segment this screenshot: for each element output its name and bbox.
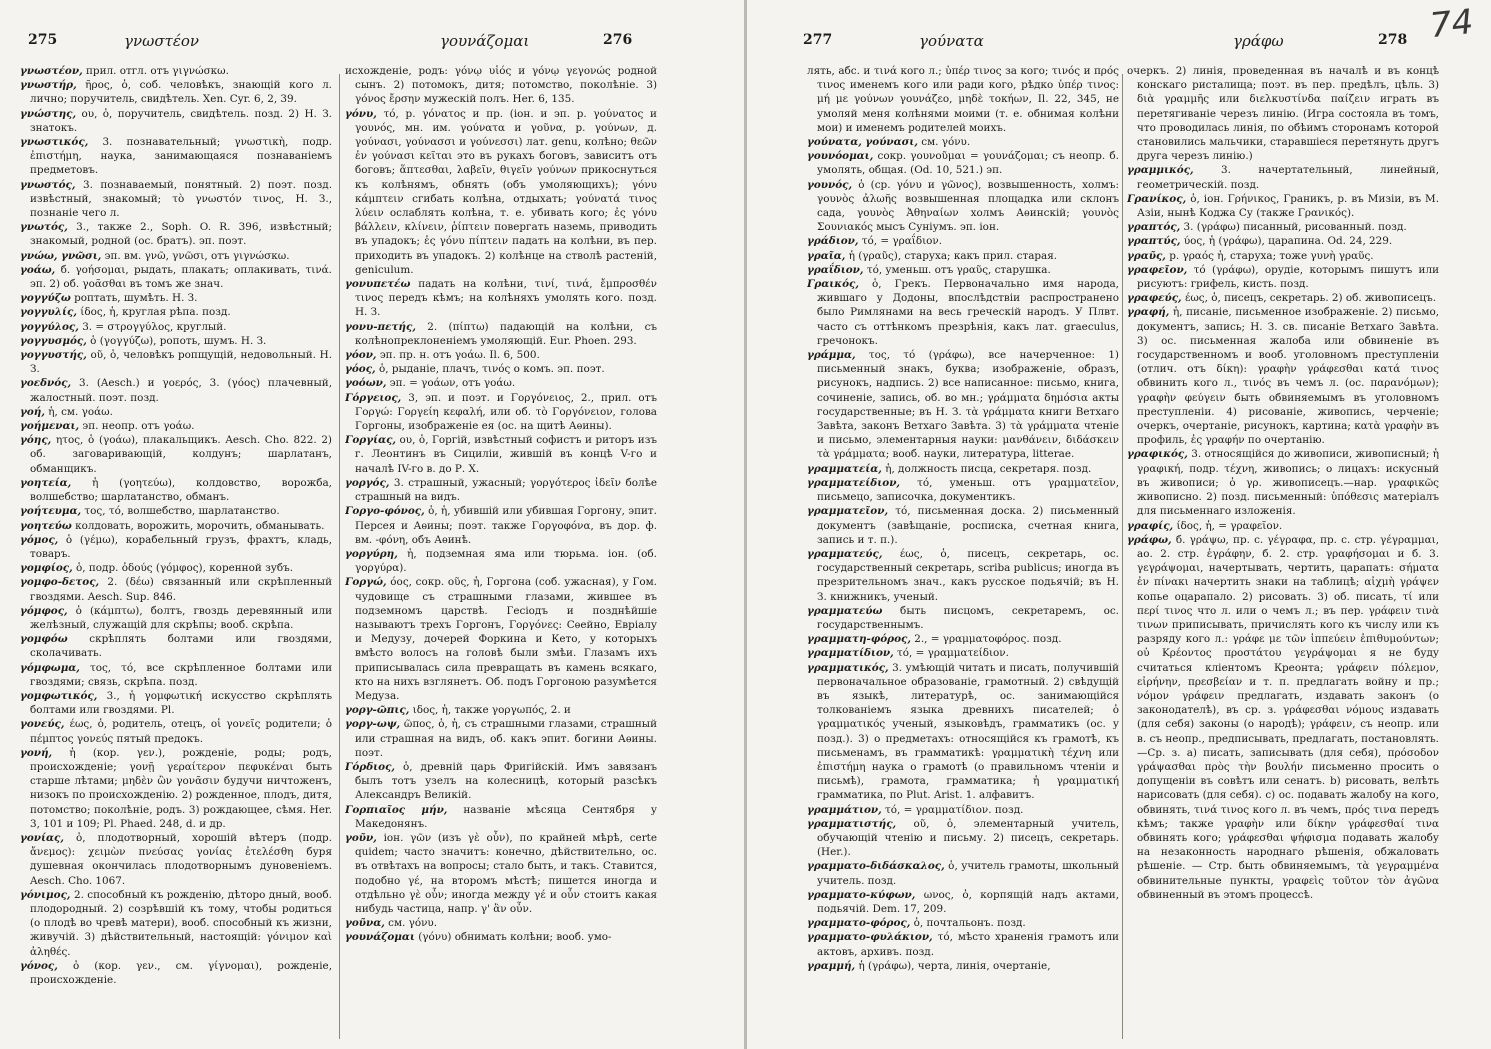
entry-definition: 3, эп. и поэт. и Γοργόνειος, 2., прил. отъ Γοργώ: Γοργείη κεφαλή, или об. τὸ Γοργόνειον, голова Горгоны, изображеніе ея (ос. на щитѣ Аѳины). <box>355 391 657 433</box>
page-number-278: 278 <box>1378 32 1408 48</box>
dictionary-entry <box>20 604 332 632</box>
dictionary-entry <box>1127 64 1439 163</box>
entry-definition: ου, ὁ, поручитель, свидѣтель. позд. 2) Н. З. знатокъ. <box>30 107 332 134</box>
entry-headword: γόμος, <box>20 533 59 546</box>
dictionary-entry <box>807 249 1119 263</box>
dictionary-entry <box>20 888 332 959</box>
dictionary-entry <box>807 476 1119 504</box>
dictionary-entry <box>345 504 657 547</box>
entry-definition: ὁ, ἡ, убившій или убившая Горгону, эпит. Персея и Аѳины; поэт. также Γοργοφόνα, въ дор. ф. вм. -φόνη, объ Аѳинѣ. <box>355 505 657 546</box>
dictionary-entry <box>20 533 332 561</box>
dictionary-entry <box>20 334 332 348</box>
entry-definition: τό, уменьш. отъ γραῦς, старушка. <box>863 263 1051 276</box>
entry-headword: Γορπιαῖος μήν, <box>345 803 448 816</box>
entry-definition: р. γραός ἡ, старуха; тоже γυνὴ γραῦς. <box>1165 249 1374 262</box>
entry-headword: γραμματεῖον, <box>807 505 889 518</box>
entry-headword: Γοργώ, <box>345 576 387 589</box>
entry-headword: γονυπετέω <box>345 278 411 291</box>
entry-definition: б. γράψω, пр. с. γέγραφα, пр. с. стр. γέγραμμαι, ао. 2. стр. ἐγράφην, б. 2. стр. γραφήσομαι и б. 3. γεγράψομαι, начертывать, чертить, царапать: σήματα ἐν πίνακι начертить знаки на таблицѣ; αἰχμὴ γράψεν копье оцарапало. 2) рисовать. 3) об. писать, τί или περί τινος что л. или о чемъ л.; въ пер. γράφειν τινὰ τινων приписывать, причислять кого къ числу или къ разряду кого л.: γράφε με τῶν ἱππεύειν ἐπιθυμούντων; οὐ Κρέοντος προστάτου γεγράψομαι я не буду считаться кліентомъ Креонта; γράφειν πόλεμον, εἰρήνην, πρεσβείαν и т. п. предлагать войну и пр.; νόμον γράφειν предлагать, издавать законъ (о законодателѣ), въ ср. з. γράφεσθαι νόμους издавать (для себя) законы (о народѣ); γράφειν, съ неопр. или в. съ неопр., предписывать, предлагать, постановлять.—Ср. з. а) писать, записывать (для себя), πρόσοδον γράψασθαι πρὸς τὴν βουλήν письменно просить о допущеніи въ совѣтъ или сенатъ. b) рисовать, велѣть нарисовать (для себя). c) ос. подавать жалобу на кого, обвинять, τινά τινος кого л. въ чемъ, πρός τινα передъ кѣмъ; также γραφὴν или δίκην γράφεσθαί τινα обвинять кого; γράφεσθαι ψήφισμα подавать жалобу на незаконность народнаго рѣшенія, обжаловать рѣшеніе. — Стр. быть обвиняемымъ, τὰ γεγραμμένα обвинительные пункты, γραφεὶς τοῦτον τὸν ἀγῶνα обвиненный въ этомъ процессѣ. <box>1137 533 1439 901</box>
dictionary-entry <box>807 632 1119 646</box>
entry-headword: γραπτός, <box>1127 221 1181 234</box>
dictionary-entry <box>345 916 657 930</box>
entry-definition: ἡ, подземная яма или тюрьма. іон. (об. γοργύρα). <box>355 547 657 575</box>
entry-headword: γοῦν, <box>345 831 377 844</box>
column-right-1 <box>807 64 1119 1039</box>
entry-definition: исхожденіе, родъ: γόνῳ υἱός и γόνῳ γεγονώς родной сынъ. 2) потомокъ, дитя; потомство, поколѣніе. 3) γόνος ἔρσην мужескій полъ. Her. 6, 135. <box>345 65 657 106</box>
entry-definition: ἡ, должность писца, секретаря. позд. <box>881 462 1092 475</box>
dictionary-entry <box>807 135 1119 149</box>
entry-definition: 3., ἡ γομφωτική искусство скрѣплять болтами или гвоздями. Pl. <box>30 689 332 717</box>
entry-definition: б. γοήσομαι, рыдать, плакать; оплакивать, τινά. эп. 2) об. γοᾶσθαι въ томъ же знач. <box>30 263 332 291</box>
entry-definition: ὁ, почтальонъ. позд. <box>910 917 1026 930</box>
entry-headword: γογγύζω <box>20 292 71 305</box>
dictionary-entry <box>345 717 657 760</box>
entry-definition: ίδος, ἡ, = γραφεῖον. <box>1173 519 1283 532</box>
dictionary-entry <box>807 462 1119 476</box>
entry-definition: ὁ, іон. Γρήνικος, Граникъ, р. въ Мизіи, въ М. Азіи, нынѣ Коджа Су (также Γρανικός). <box>1137 192 1439 220</box>
entry-definition: іон. γῶν (изъ γὲ οὖν), по крайней мѣрѣ, certe quidem; часто значитъ: конечно, дѣйствительно, ос. въ отвѣтахъ на вопросы; стало быть, и такъ. Ставится, подобно γέ, на второмъ мѣстѣ; пишется иногда и отдѣльно γὲ οὖν; иногда между γέ и οὖν стоитъ какая нибудь частица, напр. γ' ἂν οὖν. <box>355 831 657 915</box>
entry-definition: эп. = γοάων, отъ γοάω. <box>386 377 516 390</box>
entry-headword: γονυ-πετής, <box>345 320 416 333</box>
entry-definition: τό (γράφω), орудіе, которымъ пишутъ или рисуютъ: грифель, кисть. позд. <box>1137 263 1439 291</box>
dictionary-entry <box>20 135 332 178</box>
dictionary-entry <box>345 362 657 376</box>
dictionary-entry <box>20 220 332 248</box>
dictionary-entry <box>345 320 657 348</box>
dictionary-entry <box>807 547 1119 604</box>
entry-definition: сокр. γουνοῦμαι = γουνάζομαι; съ неопр. б. умолять, общая. (Od. 10, 521.) эп. <box>817 150 1119 177</box>
dictionary-entry <box>807 916 1119 930</box>
page-number-276: 276 <box>603 32 633 48</box>
entry-definition: ὁ (γέμω), корабельный грузъ, фрахтъ, кладь, товаръ. <box>30 533 332 560</box>
dictionary-entry <box>1127 249 1439 263</box>
entry-headword: γραμματεύω <box>807 604 883 617</box>
entry-headword: γουνόομαι, <box>807 150 874 163</box>
column-rule <box>1122 74 1123 1039</box>
entry-headword: γογγυσμός, <box>20 334 87 347</box>
entry-headword: Γραικός, <box>807 278 859 291</box>
dictionary-entry <box>345 476 657 504</box>
dictionary-entry <box>20 263 332 291</box>
dictionary-entry <box>20 575 332 603</box>
entry-definition: ητος, ὁ (γοάω), плакальщикъ. Aesch. Cho. 822. 2) об. заговаривающій, колдунъ; шарлатанъ, обманщикъ. <box>30 434 332 475</box>
entry-headword: γράδιον, <box>807 235 859 248</box>
entry-definition: ἡ, см. γοάω. <box>44 405 113 418</box>
dictionary-entry <box>807 959 1119 973</box>
dictionary-entry <box>345 547 657 575</box>
entry-definition: ἡ, писаніе, письменное изображеніе. 2) письмо, документъ, запись; Н. З. св. писаніе Ветхаго Завѣта. 3) ос. письменная жалоба или обвиненіе въ государственномъ и вооб. уголовномъ преступленіи (отлич. отъ δίκη): γραφὴν γράφεσθαι κατά τινος обвинить кого л., τινός въ чемъ л. (ос. παρανόμων); γραφὴν φεύγειν быть обвиняемымъ въ уголовномъ преступленіи. 4) рисованіе, живопись, черченіе; очеркъ, очертаніе, рисунокъ, картина; κατὰ γραφὴν въ профиль, ἐς γραφήν по очертанію. <box>1137 306 1439 447</box>
entry-headword: Γρανίκος, <box>1127 192 1187 205</box>
entry-definition: ὁ, плодотворный, хорошій вѣтеръ (подр. ἄνεμος): χειμὼν πνεύσας γονίας ἐτελέσθη буря душевная окончилась плодотворнымъ дуновеніемъ. Aesch. Cho. 1067. <box>30 831 332 887</box>
entry-definition: ὁ, рыданіе, плачъ, τινός о комъ. эп. поэт. <box>375 363 605 376</box>
entry-headword: γούνατα, γούνασι, <box>807 136 918 149</box>
entry-headword: γραῦς, <box>1127 249 1166 262</box>
column-left-2 <box>345 64 657 1039</box>
entry-definition: эп. пр. н. отъ γοάω. Il. 6, 500. <box>376 349 540 362</box>
page-number-277: 277 <box>803 32 833 48</box>
entry-definition: τό, = γραμματίδιον. позд. <box>881 803 1024 816</box>
entry-definition: 3. (Aesch.) и γοερός, 3. (γόος) плачевный, жалостный. поэт. позд. <box>30 377 332 404</box>
dictionary-entry <box>20 320 332 334</box>
entry-definition: эп. неопр. отъ γοάω. <box>79 420 195 433</box>
entry-definition: τό, письменная доска. 2) письменный документъ (завѣщаніе, росписка, счетная книга, запись и т. п.). <box>817 505 1119 546</box>
column-rule <box>339 74 340 1039</box>
dictionary-entry <box>20 178 332 221</box>
entry-definition: οῦ, ὁ, элементарный учитель, обучающій чтенію и письму. 2) писецъ, секретарь. (Her.). <box>817 817 1119 859</box>
entry-headword: γνωστικός, <box>20 136 89 149</box>
dictionary-entry <box>345 803 657 831</box>
dictionary-entry <box>1127 220 1439 234</box>
dictionary-entry <box>20 661 332 689</box>
dictionary-entry <box>20 419 332 433</box>
entry-headword: γραμματιστής, <box>807 817 897 830</box>
entry-headword: γοόων, <box>345 377 387 390</box>
entry-definition: 3. (γράφω) писанный, рисованный. позд. <box>1180 221 1407 234</box>
entry-definition: лять, абс. и τινά кого л.; ὑπέρ τινος за кого; τινός и πρός τινος именемъ кого или ради кого, рѣдко ὑπέρ τινος: μή με γούνων γουνάζεο, μηδὲ τοκήων, Il. 22, 345, не умоляй меня колѣнями моими (т. е. обнимая колѣни мои) и именемъ родителей моихъ. <box>807 65 1119 134</box>
entry-headword: γνώστης, <box>20 107 77 120</box>
dictionary-entry <box>20 504 332 518</box>
dictionary-entry <box>345 433 657 476</box>
dictionary-entry <box>20 632 332 660</box>
entry-definition: 3., также 2., Soph. O. R. 396, извѣстный; знакомый, родной (ос. братъ). эп. поэт. <box>30 221 332 248</box>
column-right-2 <box>1127 64 1439 1039</box>
dictionary-entry <box>1127 447 1439 518</box>
entry-definition: эп. вм. γνῶ, γνῶσι, отъ γιγνώσκω. <box>101 249 290 262</box>
entry-headword: γοητεία, <box>20 476 72 489</box>
entry-headword: γομφόω <box>20 633 68 646</box>
entry-definition: ὁ, Грекъ. Первоначально имя народа, жившаго у Додоны, впослѣдствіи распространено было Римлянами на весь греческій народъ. У Плвт. часто съ оттѣнкомъ презрѣнія, какъ лат. graeculus, гречонокъ. <box>817 278 1119 347</box>
entry-definition: 3. относящійся до живописи, живописный; ἡ γραφική, подр. τέχνη, живопись; о лицахъ: искусный въ живописи; ὁ γρ. живописецъ.—нар. γραφικῶς живописно. 2) позд. письменный: ὑπόθεσις матеріалъ для письменнаго изложенія. <box>1137 448 1439 518</box>
entry-definition: οῦ, ὁ, человѣкъ ропщущій, недовольный. Н. З. <box>30 349 332 376</box>
entry-headword: γραμματο-φόρος, <box>807 917 911 930</box>
entry-headword: γογγυλίς, <box>20 306 77 319</box>
entry-definition: ἡ (γοητεύω), колдовство, ворожба, волшебство; шарлатанство, обманъ. <box>30 476 332 504</box>
entry-definition: роптать, шумѣть. Н. З. <box>70 292 198 305</box>
entry-headword: γραΐδιον, <box>807 263 864 276</box>
dictionary-entry <box>345 376 657 390</box>
entry-definition: см. γόνυ. <box>917 136 971 149</box>
entry-definition: έως, ὁ, писецъ, секретарь, ос. государственный секретарь, scriba publicus; иногда въ презрительномъ знач., какъ русское подьячій; въ Н. З. книжникъ, ученый. <box>817 547 1119 603</box>
entry-definition: 3. начертательный, линейный, геометрическій. позд. <box>1137 164 1439 191</box>
dictionary-entry <box>20 291 332 305</box>
dictionary-entry <box>1127 291 1439 305</box>
dictionary-entry <box>1127 305 1439 447</box>
entry-headword: γοργύρη, <box>345 547 398 560</box>
entry-headword: γραῖα, <box>807 249 846 262</box>
dictionary-entry <box>807 646 1119 660</box>
dictionary-entry <box>807 149 1119 177</box>
entry-definition: колдовать, ворожить, морочить, обманывать. <box>71 519 325 532</box>
header-word-right: γουνάζομαι <box>440 32 530 50</box>
entry-headword: γνωστήρ, <box>20 79 77 92</box>
entry-definition: (γόνυ) обнимать колѣни; вооб. умо- <box>414 931 612 944</box>
entry-headword: γραμματο-διδάσκαλος, <box>807 860 945 873</box>
right-page <box>747 0 1491 1049</box>
dictionary-entry <box>20 717 332 745</box>
entry-definition: 2. (δέω) связанный или скрѣпленный гвоздями. Aesch. Sup. 846. <box>30 576 332 603</box>
entry-headword: γραμμή, <box>807 959 856 972</box>
entry-definition: скрѣплять болтами или гвоздями, сколачивать. <box>30 633 332 660</box>
dictionary-entry <box>20 249 332 263</box>
entry-definition: τος, τό (γράφω), все начерченное: 1) письменный знакъ, буква; изображеніе, образъ, рисунокъ, надпись. 2) все написанное: письмо, книга, сочиненіе, запись, об. во мн.; γράμματα δημόσια акты государственные; въ Н. З. τὰ γράμματα книги Ветхаго Завѣта, законъ Ветхаго Завѣта. 3) τὰ γράμματα чтеніе и письмо, элементарныя науки: μανθάνειν, διδάσκειν τὰ γράμματα; вооб. науки, литература, litterae. <box>817 349 1119 461</box>
column-left-1 <box>20 64 332 1039</box>
entry-headword: γόμφωμα, <box>20 661 80 674</box>
entry-headword: γοῦνα, <box>345 917 385 930</box>
dictionary-entry <box>20 107 332 135</box>
dictionary-entry <box>20 689 332 717</box>
dictionary-entry <box>20 433 332 476</box>
dictionary-entry <box>345 107 657 277</box>
entry-headword: γραφίς, <box>1127 519 1174 532</box>
entry-headword: γοητεύω <box>20 519 72 532</box>
entry-definition: ὁ (γογγύζω), ропоть, шумъ. Н. З. <box>86 334 267 347</box>
dictionary-entry <box>345 391 657 434</box>
entry-definition: прил. отгл. отъ γιγνώσκω. <box>82 65 229 77</box>
entry-definition: 2. (πίπτω) падающій на колѣни, съ колѣнопреклоненіемъ умоляющій. Eur. Phoen. 293. <box>355 320 657 347</box>
dictionary-entry <box>20 305 332 319</box>
entry-definition: τος, τό, все скрѣпленное болтами или гвоздями; связь, скрѣпа. позд. <box>30 661 332 688</box>
dictionary-entry <box>345 760 657 803</box>
dictionary-entry <box>807 348 1119 462</box>
entry-definition: τος, τό, волшебство, шарлатанство. <box>81 505 280 518</box>
dictionary-entry <box>807 277 1119 348</box>
entry-headword: γόνιμος, <box>20 888 71 901</box>
dictionary-entry <box>345 703 657 717</box>
entry-headword: Γοργίας, <box>345 434 397 447</box>
entry-definition: ὁ (κάμπτω), болтъ, гвоздь деревянный или желѣзный, служащій для скрѣпы; вооб. скрѣпа. <box>30 604 332 631</box>
entry-headword: γραπτύς, <box>1127 235 1181 248</box>
entry-definition: τό, = γραΐδιον. <box>858 235 943 248</box>
dictionary-entry <box>807 504 1119 547</box>
entry-headword: γοή, <box>20 405 45 418</box>
entry-definition: τό, = γραμματείδιον. <box>893 647 1009 660</box>
entry-definition: очеркъ. 2) линія, проведенная въ началѣ и въ концѣ конскаго ристалища; поэт. въ пер. предѣлъ, цѣль. 3) διὰ γραμμῆς или διελκυστίνδα παίζειν играть въ перетягиваніе черезъ линію. (Игра состояла въ томъ, что проводилась линія, по обѣимъ сторонамъ которой становились мальчики, старавшіеся перетянуть другъ друга черезъ линію.) <box>1127 65 1439 163</box>
entry-headword: γοήτευμα, <box>20 505 82 518</box>
entry-headword: γραμματίδιον, <box>807 647 894 660</box>
entry-headword: γραφικός, <box>1127 448 1188 461</box>
dictionary-entry <box>1127 163 1439 191</box>
entry-headword: γράφω, <box>1127 533 1172 546</box>
entry-definition: быть писцомъ, секретаремъ, ос. государственнымъ. <box>817 604 1119 631</box>
entry-headword: γουνός, <box>807 178 853 191</box>
dictionary-entry <box>1127 234 1439 248</box>
entry-headword: γονεύς, <box>20 718 65 731</box>
dictionary-entry <box>345 930 657 944</box>
entry-headword: γομφο-δετος, <box>20 576 100 589</box>
entry-headword: γόμφος, <box>20 604 68 617</box>
entry-definition: ωνος, ὁ, корпящій надъ актами, подьячій. Dem. 17, 209. <box>817 888 1119 915</box>
header-word-left: γούνατα <box>919 32 984 50</box>
entry-definition: ύος, ἡ (γράφω), царапина. Od. 24, 229. <box>1180 235 1393 248</box>
entry-definition: ἡ (γραῦς), старуха; какъ прил. старая. <box>845 249 1058 262</box>
dictionary-entry <box>20 78 332 106</box>
dictionary-entry <box>20 405 332 419</box>
entry-definition: τό, мѣсто храненія грамотъ или актовъ, архивъ. позд. <box>817 931 1119 958</box>
dictionary-entry <box>345 277 657 320</box>
dictionary-entry <box>345 831 657 916</box>
entry-headword: γραμματο-κύφων, <box>807 888 916 901</box>
entry-headword: Γόρδιος, <box>345 760 396 773</box>
dictionary-entry <box>807 888 1119 916</box>
dictionary-entry <box>807 178 1119 235</box>
dictionary-entry <box>1127 263 1439 291</box>
entry-definition: 3. познавательный; γνωστικὴ, подр. ἐπιστήμη, наука, занимающаяся познаваніемъ предметовъ. <box>30 136 332 177</box>
page-number-275: 275 <box>28 32 58 48</box>
dictionary-entry <box>20 64 332 78</box>
entry-definition: ῶπος, ὁ, ἡ, съ страшными глазами, страшный или страшная на видъ, об. какъ эпит. богини Аѳины. поэт. <box>355 718 657 759</box>
entry-definition: 2. способный къ рожденію, дѣторо дный, вооб. плодородный. 2) созрѣвшій къ тому, чтобы родиться (о плодѣ во чревѣ матери), вооб. способный къ жизни, живучій. 3) дѣйствительный, настоящій: γόνιμον καὶ ἀληθές. <box>30 888 332 958</box>
entry-definition: 3. умѣющій читать и писать, получившій первоначальное образованіе, грамотный. 2) свѣдущій въ языкѣ, литературѣ, ос. занимающійся толкованіемъ языка древнихъ писателей; ὁ γραμματικός ученый, языковѣдъ, грамматикъ (ос. у позд.). 3) о предметахъ: относящійся къ грамотѣ, къ письменамъ, въ грамматикѣ: γραμματικὴ τέχνη или ἐπιστήμη наука о грамотѣ (о правильномъ чтеніи и письмѣ), грамота, грамматика; ἡ γραμματική грамматика, по Plut. Arist. 1. алфавитъ. <box>817 661 1119 802</box>
entry-headword: γραμμικός, <box>1127 164 1194 177</box>
dictionary-entry <box>20 831 332 888</box>
dictionary-entry <box>807 817 1119 860</box>
handwritten-number: 74 <box>1427 1 1475 47</box>
dictionary-entry <box>20 476 332 504</box>
entry-headword: γνωστέον, <box>20 65 83 77</box>
entry-definition: 3. = στρογγύλος, круглый. <box>78 320 227 333</box>
entry-definition: 2., = γραμματοφόρος. позд. <box>910 633 1062 646</box>
dictionary-entry <box>20 376 332 404</box>
dictionary-entry <box>20 959 332 987</box>
dictionary-entry <box>345 348 657 362</box>
dictionary-entry <box>807 263 1119 277</box>
entry-definition: ὁ, учитель грамоты, школьный учитель. позд. <box>817 860 1119 887</box>
entry-headword: γράμμα, <box>807 349 856 362</box>
entry-headword: γνωτός, <box>20 221 68 234</box>
dictionary-entry <box>1127 519 1439 533</box>
entry-headword: γοάω, <box>20 263 56 276</box>
entry-headword: γόης, <box>20 434 52 447</box>
dictionary-entry <box>807 930 1119 958</box>
entry-definition: ιδος, ἡ, также γοργωπός, 2. и <box>409 704 571 717</box>
entry-definition: ἡ (кор. γεν.), рожденіе, роды; родъ, происхожденіе; γονῇ γεραίτερον πεφυκέναι быть старше лѣтами; μηδὲν ὢν γονᾶσιν будучи ничтоженъ, низокъ по происхожденію. 2) рожденное, плодъ, дитя, потомство; поколѣніе, родъ. 3) рождающее, сѣмя. Her. 3, 101 и 109; Pl. Phaed. 248, d. и др. <box>30 746 332 830</box>
entry-headword: Γοργο-φόνος, <box>345 505 425 518</box>
entry-definition: см. γόνυ. <box>384 917 438 930</box>
entry-headword: γόνος, <box>20 959 58 972</box>
entry-headword: γόος, <box>345 363 376 376</box>
entry-headword: γονή, <box>20 746 53 759</box>
entry-headword: γονίας, <box>20 831 64 844</box>
entry-headword: γομφίος, <box>20 562 73 575</box>
entry-headword: γραμματείδιον, <box>807 476 901 489</box>
entry-definition: ὁ, подр. ὀδούς (γόμφος), коренной зубъ. <box>72 562 294 575</box>
entry-headword: γόον, <box>345 349 377 362</box>
header-word-left: γνωστέον <box>124 32 200 50</box>
entry-headword: γραμματεία, <box>807 462 882 475</box>
entry-headword: γραμματη-φόρος, <box>807 633 911 646</box>
entry-headword: γνώω, γνῶσι, <box>20 249 102 262</box>
header-word-right: γράφω <box>1233 32 1284 50</box>
entry-headword: γουνάζομαι <box>345 931 415 944</box>
dictionary-entry <box>20 561 332 575</box>
entry-headword: γοεδνός, <box>20 377 72 390</box>
dictionary-entry <box>20 746 332 831</box>
entry-headword: γοργός, <box>345 476 390 489</box>
entry-headword: γραμμάτιον, <box>807 803 882 816</box>
entry-headword: γογγύλος, <box>20 320 79 333</box>
entry-definition: τό, уменьш. отъ γραμματεῖον, письмецо, записочка, документикъ. <box>817 476 1119 504</box>
dictionary-entry <box>807 604 1119 632</box>
entry-definition: ὁ (кор. γεν., см. γίγνομαι), рожденіе, происхожденіе. <box>30 959 332 986</box>
entry-definition: 3. страшный, ужасный; γοργότερος ἰδεῖν болѣе страшный на видъ. <box>355 476 657 504</box>
entry-headword: γοργ-ωψ, <box>345 718 401 731</box>
dictionary-entry <box>807 64 1119 135</box>
entry-headword: γοήμεναι, <box>20 420 80 433</box>
dictionary-entry <box>20 348 332 376</box>
dictionary-entry <box>20 519 332 533</box>
dictionary-entry <box>345 64 657 107</box>
entry-headword: γοργ-ῶπις, <box>345 704 410 717</box>
entry-headword: γραφή, <box>1127 306 1170 319</box>
entry-headword: γραφεῖον, <box>1127 263 1188 276</box>
dictionary-entry <box>807 803 1119 817</box>
entry-headword: Γόργειος, <box>345 391 402 404</box>
entry-headword: γραμματο-φυλάκιον, <box>807 931 933 944</box>
dictionary-entry <box>1127 192 1439 220</box>
entry-definition: ίδος, ἡ, круглая рѣпа. позд. <box>76 306 231 319</box>
entry-definition: τό, р. γόνατος и пр. (іон. и эп. р. γούνατος и γουνός, мн. им. γούνατα и γοῦνα, р. γούνων, д. γούνασι, γούνασσι и γούνεσσι) лат. genu, колѣно; θεῶν ἐν γούνασι κεῖται это въ рукахъ боговъ, зависитъ отъ боговъ; ἅπτεσθαι, λαβεῖν, θιγεῖν γούνων прикоснуться къ колѣнямъ, обнять (объ умоляющихъ); γόνυ κάμπτειν сгибать колѣна, отдыхать; γούνατά τινος λύειν ослаблять колѣна, т. е. убивать кого; ἐς γόνυ βάλλειν, κλίνειν, ῥίπτειν повергать наземь, приводить въ упадокъ; ἐς γόνυ πίπτειν падать на колѣни, въ пер. приходить въ упадокъ. 2) колѣнце на стволѣ растеній, geniculum. <box>355 107 657 276</box>
entry-headword: γόνυ, <box>345 107 377 120</box>
entry-headword: γνωστός, <box>20 178 76 191</box>
left-page <box>0 0 744 1049</box>
dictionary-entry <box>345 575 657 703</box>
entry-definition: όος, сокр. οῦς, ἡ, Горгона (соб. ужасная), у Гом. чудовище съ страшными глазами, жившее въ подземномъ царствѣ. Гесіодъ и позднѣйшіе называютъ трехъ Горгонъ, Γοργόνες: Сѳейно, Евріалу и Медузу, дочерей Форкина и Кето, у которыхъ вмѣсто волосъ на головѣ были змѣи. Глазамъ ихъ приписывалась сила превращать въ камень всякаго, кто на нихъ взглянетъ. Об. подъ Горгоною разумѣется Медуза. <box>355 576 657 702</box>
entry-definition: έως, ὁ, писецъ, секретарь. 2) об. живописецъ. <box>1181 292 1437 305</box>
dictionary-entry <box>807 661 1119 803</box>
entry-headword: γογγυστής, <box>20 349 87 362</box>
entry-headword: γραφεύς, <box>1127 292 1182 305</box>
entry-headword: γραμματικός, <box>807 661 889 674</box>
entry-headword: γραμματεύς, <box>807 547 883 560</box>
entry-definition: έως, ὁ, родитель, отецъ, οἱ γονεῖς родители; ὁ πέμπτος γονεύς пятый предокъ. <box>30 718 332 745</box>
entry-definition: ου, ὁ, Горгій, извѣстный софистъ и риторъ изъ г. Леонтинъ въ Сициліи, жившій въ концѣ V-го и началѣ IV-го в. до Р. Х. <box>355 434 657 475</box>
entry-definition: ὁ, древній царь Фригійскій. Имъ завязанъ былъ тотъ узелъ на колесницѣ, который разсѣкъ Александръ Великій. <box>355 760 657 802</box>
entry-definition: ἡ (γράφω), черта, линія, очертаніе, <box>855 959 1051 972</box>
entry-headword: γομφωτικός, <box>20 689 98 702</box>
entry-definition: 3. познаваемый, понятный. 2) поэт. позд. извѣстный, знакомый; τὸ γνωστόν τινος, Н. З., познаніе чего л. <box>30 178 332 220</box>
entry-definition: названіе мѣсяца Сентября у Македонянъ. <box>355 803 657 830</box>
entry-definition: ῆρος, ὁ, соб. человѣкъ, знающій кого л. лично; поручитель, свидѣтель. Xen. Cyr. 6, 2, 39. <box>30 79 332 106</box>
entry-definition: ὁ (ср. γόνυ и γῶνος), возвышенность, холмъ: γουνὸς ἀλωῆς возвышенная площадка или склонъ сада, γουνὸς Ἀθηναίων холмъ Аѳинскій; γουνὸς Σουνιακός мысъ Суніумъ. эп. іон. <box>817 178 1119 234</box>
dictionary-entry <box>1127 533 1439 902</box>
dictionary-entry <box>807 234 1119 248</box>
dictionary-entry <box>807 859 1119 887</box>
entry-definition: падать на колѣни, τινί, τινά, ἔμπροσθέν τινος передъ кѣмъ; на колѣняхъ умолять кого. позд. Н. З. <box>355 278 657 319</box>
